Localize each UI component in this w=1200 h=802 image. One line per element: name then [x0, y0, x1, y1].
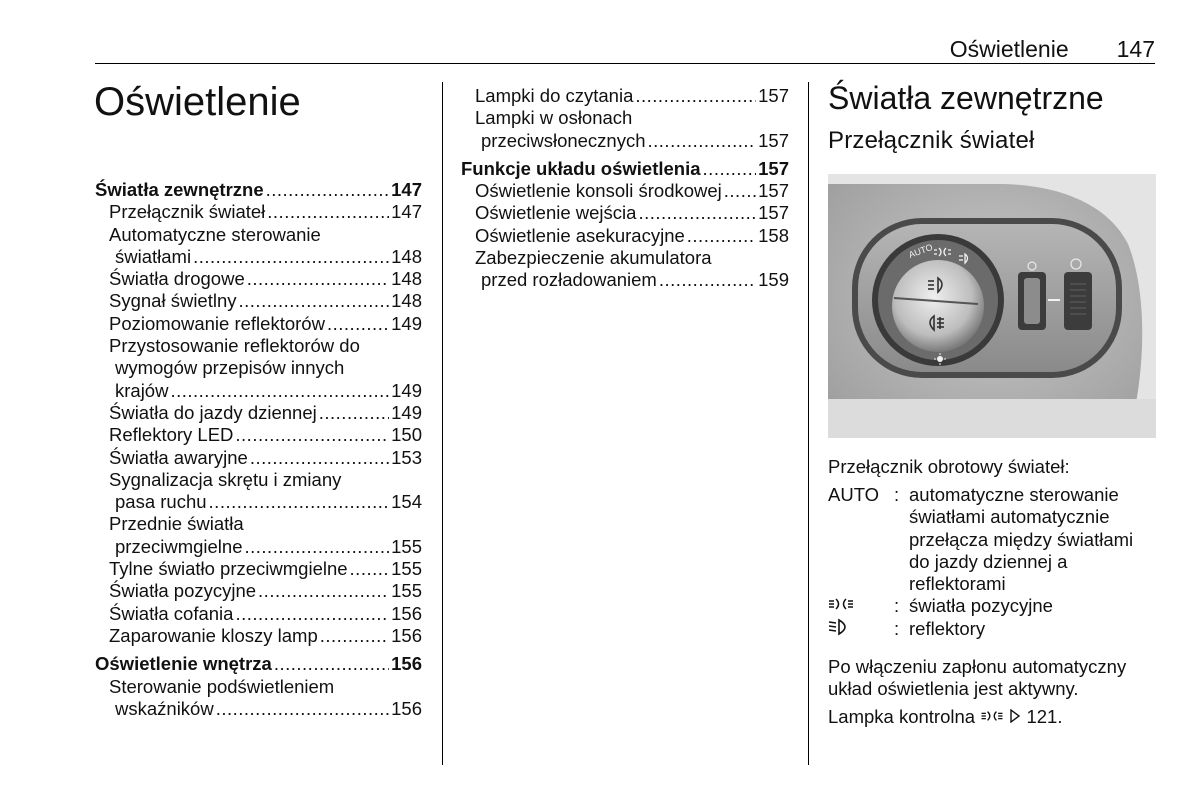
- toc-entry[interactable]: [461, 202, 789, 224]
- toc-entry-line: Automatyczne sterowanie: [109, 223, 321, 245]
- toc-page-number: 155: [391, 535, 422, 557]
- toc-leader-dots: [350, 558, 390, 580]
- toc-entry[interactable]: [461, 180, 789, 202]
- toc-page-number: 156: [391, 602, 422, 624]
- parking-lights-icon: [980, 709, 1004, 723]
- paragraph-control-lamp: Lampka kontrolna 121.: [828, 706, 1063, 727]
- toc-middle-column: [461, 85, 789, 292]
- definition-auto: AUTO : automatyczne sterowanie światłami automatycznie przełącza między światłami do jazdy dziennej a reflektorami: [828, 484, 1158, 595]
- toc-leader-dots: [724, 180, 756, 202]
- toc-leader-dots: [638, 202, 756, 224]
- toc-entry-title: Światła drogowe: [109, 268, 245, 290]
- toc-entry-title: przeciwsłonecznych: [481, 129, 646, 151]
- toc-entry-title: przeciwmgielne: [115, 535, 243, 557]
- toc-entry[interactable]: [95, 536, 422, 558]
- low-beam-icon: [828, 618, 852, 636]
- toc-leader-dots: [635, 85, 756, 107]
- toc-main-entry[interactable]: [95, 179, 422, 201]
- toc-entry[interactable]: [95, 603, 422, 625]
- toc-page-number: 149: [391, 401, 422, 423]
- toc-entry-title: Reflektory LED: [109, 424, 234, 446]
- toc-page-number: 147: [391, 179, 422, 200]
- toc-page-number: 148: [391, 290, 422, 312]
- section-title: Światła zewnętrzne: [828, 80, 1104, 116]
- page-number: 147: [1116, 36, 1155, 62]
- toc-leader-dots: [266, 179, 390, 201]
- parking-lights-icon: [828, 596, 854, 612]
- headlight-range-wheel[interactable]: [1064, 272, 1092, 330]
- paragraph-auto-active: Po włączeniu zapłonu automatyczny układ oświetlenia jest aktywny.: [828, 656, 1127, 700]
- toc-entry-title: Światła do jazdy dziennej: [109, 401, 317, 423]
- toc-page-number: 154: [391, 491, 422, 513]
- toc-page-number: 147: [391, 201, 422, 223]
- toc-entry-line: Zabezpieczenie akumulatora: [475, 247, 712, 269]
- toc-leader-dots: [245, 536, 390, 558]
- toc-leader-dots: [170, 380, 389, 402]
- photo-auto-label: AUTO: [907, 241, 935, 260]
- toc-left-column: [95, 179, 422, 720]
- toc-page-number: 150: [391, 424, 422, 446]
- column-divider-1: [442, 82, 443, 765]
- toc-entry-title: wskaźników: [115, 697, 214, 719]
- definition-parking: : światła pozycyjne: [828, 595, 1158, 617]
- toc-page-number: 157: [758, 129, 789, 151]
- arrow-reference-icon: [1009, 709, 1021, 723]
- toc-entry[interactable]: [95, 290, 422, 312]
- toc-page-number: 156: [391, 624, 422, 646]
- toc-entry-title: przed rozładowaniem: [481, 269, 657, 291]
- toc-main-entry[interactable]: [95, 653, 422, 675]
- toc-entry[interactable]: [95, 246, 422, 268]
- toc-entry-line: Sygnalizacja skrętu i zmiany: [109, 468, 342, 490]
- toc-leader-dots: [327, 313, 389, 335]
- toc-page-number: 156: [391, 697, 422, 719]
- toc-entry-title: światłami: [115, 245, 192, 267]
- running-head-section: Oświetlenie: [949, 36, 1069, 62]
- definition-value-auto: automatyczne sterowanie światłami automatycznie przełącza między światłami do jazdy dziennej a reflektorami: [909, 484, 1134, 595]
- toc-entry-title: Oświetlenie wejścia: [475, 202, 637, 224]
- running-head: [950, 36, 1155, 63]
- toc-entry[interactable]: [95, 698, 422, 720]
- toc-entry[interactable]: [95, 268, 422, 290]
- toc-page-number: 157: [758, 157, 789, 179]
- toc-entry[interactable]: [95, 447, 422, 469]
- toc-entry-title: Zaparowanie kloszy lamp: [109, 624, 318, 646]
- toc-page-number: 157: [758, 202, 789, 224]
- definition-lowbeam: : reflektory: [828, 618, 1158, 641]
- toc-page-number: 148: [391, 268, 422, 290]
- toc-entry-title: Poziomowanie reflektorów: [109, 312, 325, 334]
- toc-entry-title: Światła awaryjne: [109, 446, 248, 468]
- toc-leader-dots: [193, 246, 389, 268]
- toc-entry-title: Światła zewnętrzne: [95, 179, 264, 200]
- header-rule: [95, 63, 1155, 64]
- toc-entry-title: Sygnał świetlny: [109, 290, 237, 312]
- toc-entry-title: Oświetlenie asekuracyjne: [475, 224, 685, 246]
- toc-leader-dots: [239, 290, 390, 312]
- toc-page-number: 158: [758, 224, 789, 246]
- toc-entry-title: krajów: [115, 379, 169, 401]
- toc-leader-dots: [687, 225, 756, 247]
- column-divider-2: [808, 82, 809, 765]
- toc-entry[interactable]: [95, 625, 422, 647]
- toc-entry-title: Przełącznik świateł: [109, 201, 266, 223]
- toc-entry[interactable]: [95, 313, 422, 335]
- toc-entry-title: pasa ruchu: [115, 491, 207, 513]
- toc-entry[interactable]: [461, 130, 789, 152]
- toc-entry-line: wymogów przepisów innych: [115, 357, 345, 379]
- subsection-title: Przełącznik świateł: [828, 127, 1035, 154]
- toc-leader-dots: [319, 402, 389, 424]
- toc-leader-dots: [235, 424, 389, 446]
- toc-entry[interactable]: [95, 558, 422, 580]
- toc-entry-title: Oświetlenie konsoli środkowej: [475, 180, 722, 202]
- toc-entry[interactable]: [461, 85, 789, 107]
- toc-page-number: 148: [391, 245, 422, 267]
- toc-entry-line: Przednie światła: [109, 513, 244, 535]
- toc-entry[interactable]: [95, 491, 422, 513]
- toc-entry[interactable]: [95, 402, 422, 424]
- toc-leader-dots: [216, 698, 389, 720]
- toc-leader-dots: [659, 269, 756, 291]
- light-switch-photo: [828, 174, 1156, 438]
- toc-page-number: 157: [758, 85, 789, 106]
- toc-page-number: 159: [758, 269, 789, 291]
- definition-key-auto: AUTO: [828, 484, 880, 505]
- toc-entry-title: Światła pozycyjne: [109, 580, 257, 602]
- toc-page-number: 149: [391, 312, 422, 334]
- toc-entry-line: Lampki w osłonach: [475, 107, 633, 129]
- toc-leader-dots: [258, 580, 389, 602]
- toc-entry-line: Sterowanie podświetleniem: [109, 675, 335, 697]
- page-reference-link[interactable]: 121.: [1026, 706, 1063, 727]
- toc-page-number: 155: [391, 558, 422, 580]
- toc-leader-dots: [274, 653, 389, 675]
- toc-main-entry[interactable]: [461, 158, 789, 180]
- toc-entry-title: Oświetlenie wnętrza: [95, 653, 272, 675]
- toc-entry-title: Funkcje układu oświetlenia: [461, 157, 701, 179]
- toc-leader-dots: [247, 268, 389, 290]
- toc-leader-dots: [648, 130, 757, 152]
- toc-entry[interactable]: [461, 269, 789, 291]
- definition-list: [828, 484, 1158, 641]
- toc-entry[interactable]: [95, 201, 422, 223]
- toc-entry-title: Tylne światło przeciwmgielne: [109, 558, 348, 580]
- toc-leader-dots: [703, 158, 757, 180]
- toc-leader-dots: [320, 625, 389, 647]
- chapter-title: Oświetlenie: [94, 80, 301, 124]
- toc-entry-title: Światła cofania: [109, 602, 234, 624]
- toc-leader-dots: [267, 201, 389, 223]
- toc-leader-dots: [235, 603, 389, 625]
- toc-leader-dots: [209, 491, 390, 513]
- toc-page-number: 157: [758, 180, 789, 202]
- toc-entry[interactable]: [461, 225, 789, 247]
- toc-entry[interactable]: [95, 424, 422, 446]
- toc-entry[interactable]: [95, 580, 422, 602]
- toc-entry[interactable]: [95, 380, 422, 402]
- toc-page-number: 156: [391, 653, 422, 675]
- rotary-knob[interactable]: [892, 260, 984, 352]
- intro-paragraph: Przełącznik obrotowy świateł:: [828, 456, 1070, 477]
- toc-page-number: 149: [391, 379, 422, 401]
- toc-entry-title: Lampki do czytania: [475, 85, 634, 106]
- toc-page-number: 153: [391, 446, 422, 468]
- toc-leader-dots: [250, 447, 389, 469]
- toc-page-number: 155: [391, 580, 422, 602]
- toc-entry-line: Przystosowanie reflektorów do: [109, 335, 360, 357]
- right-column: [828, 80, 1158, 171]
